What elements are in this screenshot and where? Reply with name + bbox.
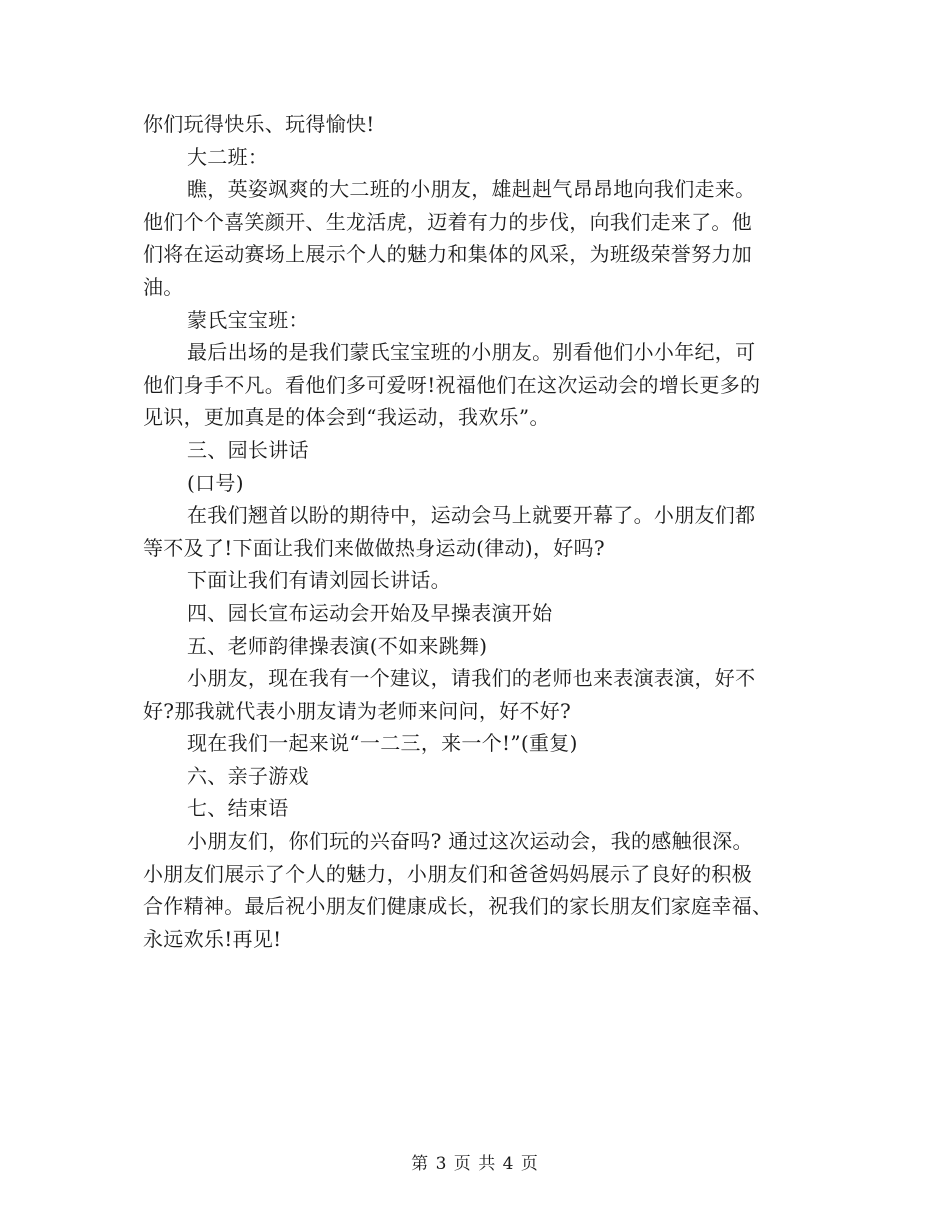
text-line: 合作精神。最后祝小朋友们健康成长，祝我们的家长朋友们家庭幸福、 xyxy=(143,894,773,919)
text-line: 下面让我们有请刘园长讲话。 xyxy=(187,568,451,593)
text-line: 七、结束语 xyxy=(187,796,289,821)
text-line: 蒙氏宝宝班： xyxy=(187,307,309,332)
text-line: 小朋友，现在我有一个建议，请我们的老师也来表演表演，好不 xyxy=(187,666,756,691)
text-line: 永远欢乐!再见! xyxy=(143,926,282,951)
text-line: 油。 xyxy=(143,274,184,299)
text-line: 六、亲子游戏 xyxy=(187,763,309,788)
text-line: 他们身手不凡。看他们多可爱呀!祝福他们在这次运动会的增长更多的 xyxy=(143,372,761,397)
text-line: 三、园长讲话 xyxy=(187,437,309,462)
document-body xyxy=(143,108,807,955)
text-line: 你们玩得快乐、玩得愉快! xyxy=(143,112,375,136)
text-line: 最后出场的是我们蒙氏宝宝班的小朋友。别看他们小小年纪，可 xyxy=(187,340,756,365)
text-line: 四、园长宣布运动会开始及早操表演开始 xyxy=(187,600,553,625)
text-line: 见识，更加真是的体会到“我运动，我欢乐”。 xyxy=(143,405,550,430)
text-line: 现在我们一起来说“一二三，来一个!”(重复) xyxy=(187,731,578,756)
text-line: 大二班： xyxy=(187,144,269,169)
text-line: 小朋友们展示了个人的魅力，小朋友们和爸爸妈妈展示了良好的积极 xyxy=(143,861,752,886)
text-line: 小朋友们，你们玩的兴奋吗? 通过这次运动会，我的感触很深。 xyxy=(187,829,753,854)
text-line: 他们个个喜笑颜开、生龙活虎，迈着有力的步伐，向我们走来了。他 xyxy=(143,209,752,234)
text-line: 好?那我就代表小朋友请为老师来问问，好不好? xyxy=(143,698,572,723)
text-line: 在我们翘首以盼的期待中，运动会马上就要开幕了。小朋友们都 xyxy=(187,503,756,528)
text-line: 们将在运动赛场上展示个人的魅力和集体的风采，为班级荣誉努力加 xyxy=(143,242,752,267)
text-line: 瞧，英姿飒爽的大二班的小朋友，雄赳赳气昂昂地向我们走来。 xyxy=(187,177,756,202)
text-line: 五、老师韵律操表演(不如来跳舞) xyxy=(187,633,488,658)
text-line: 等不及了!下面让我们来做做热身运动(律动)，好吗? xyxy=(143,535,605,560)
text-line: (口号) xyxy=(187,470,244,495)
page-footer: 第 3 页 共 4 页 xyxy=(411,1154,539,1174)
